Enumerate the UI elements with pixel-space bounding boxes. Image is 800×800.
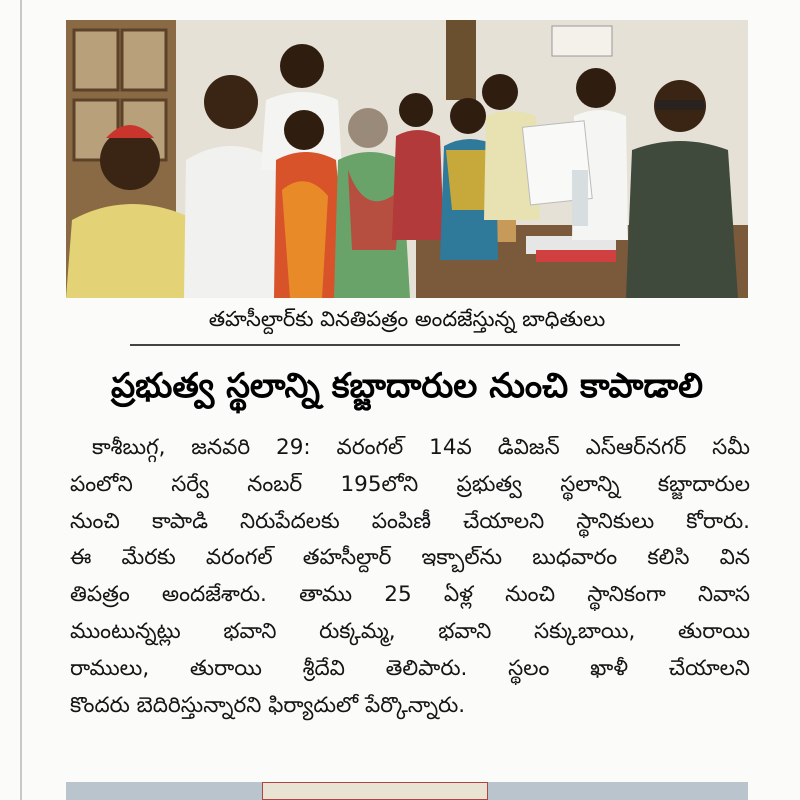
caption-underline bbox=[130, 344, 680, 346]
next-article-banner bbox=[262, 782, 488, 800]
body-line: నుంచి కాపాడి నిరుపేదలకు పంపిణీ చేయాలని స్థానికులు కోరారు. bbox=[70, 508, 750, 534]
body-line: పంలోని సర్వే నంబర్ 195లోని ప్రభుత్వ స్థలాన్ని కబ్జాదారుల bbox=[70, 471, 750, 497]
column-divider bbox=[20, 0, 22, 800]
news-photo-illustration bbox=[66, 20, 748, 298]
body-line: కాశీబుగ్గ, జనవరి 29: వరంగల్ 14వ డివిజన్ ఎస్ఆర్‌నగర్ సమీ bbox=[92, 435, 750, 460]
body-line: ఈ మేరకు వరంగల్ తహసీల్దార్ ఇక్బాల్‌ను బుధవారం కలిసి విన bbox=[70, 545, 750, 571]
photo-caption: తహసీల్దార్‌కు వినతిపత్రం అందజేస్తున్న బాధితులు bbox=[208, 307, 606, 331]
article-headline: ప్రభుత్వ స్థలాన్ని కబ్జాదారుల నుంచి కాపాడాలి bbox=[110, 366, 704, 406]
body-line: రాములు, తురాయి శ్రీదేవి తెలిపారు. స్థలం ఖాళీ చేయాలని bbox=[70, 655, 750, 681]
news-photo bbox=[66, 20, 748, 298]
body-line: కొందరు బెదిరిస్తున్నారని ఫిర్యాదులో పేర్కొన్నారు. bbox=[70, 692, 466, 718]
body-line: తిపత్రం అందజేశారు. తాము 25 ఏళ్ల నుంచి స్థానికంగా నివాస bbox=[70, 582, 750, 608]
article-body bbox=[70, 430, 750, 724]
body-line: ముంటున్నట్లు భవాని రుక్కమ్మ, భవాని సక్కుబాయి, తురాయి bbox=[70, 618, 750, 644]
